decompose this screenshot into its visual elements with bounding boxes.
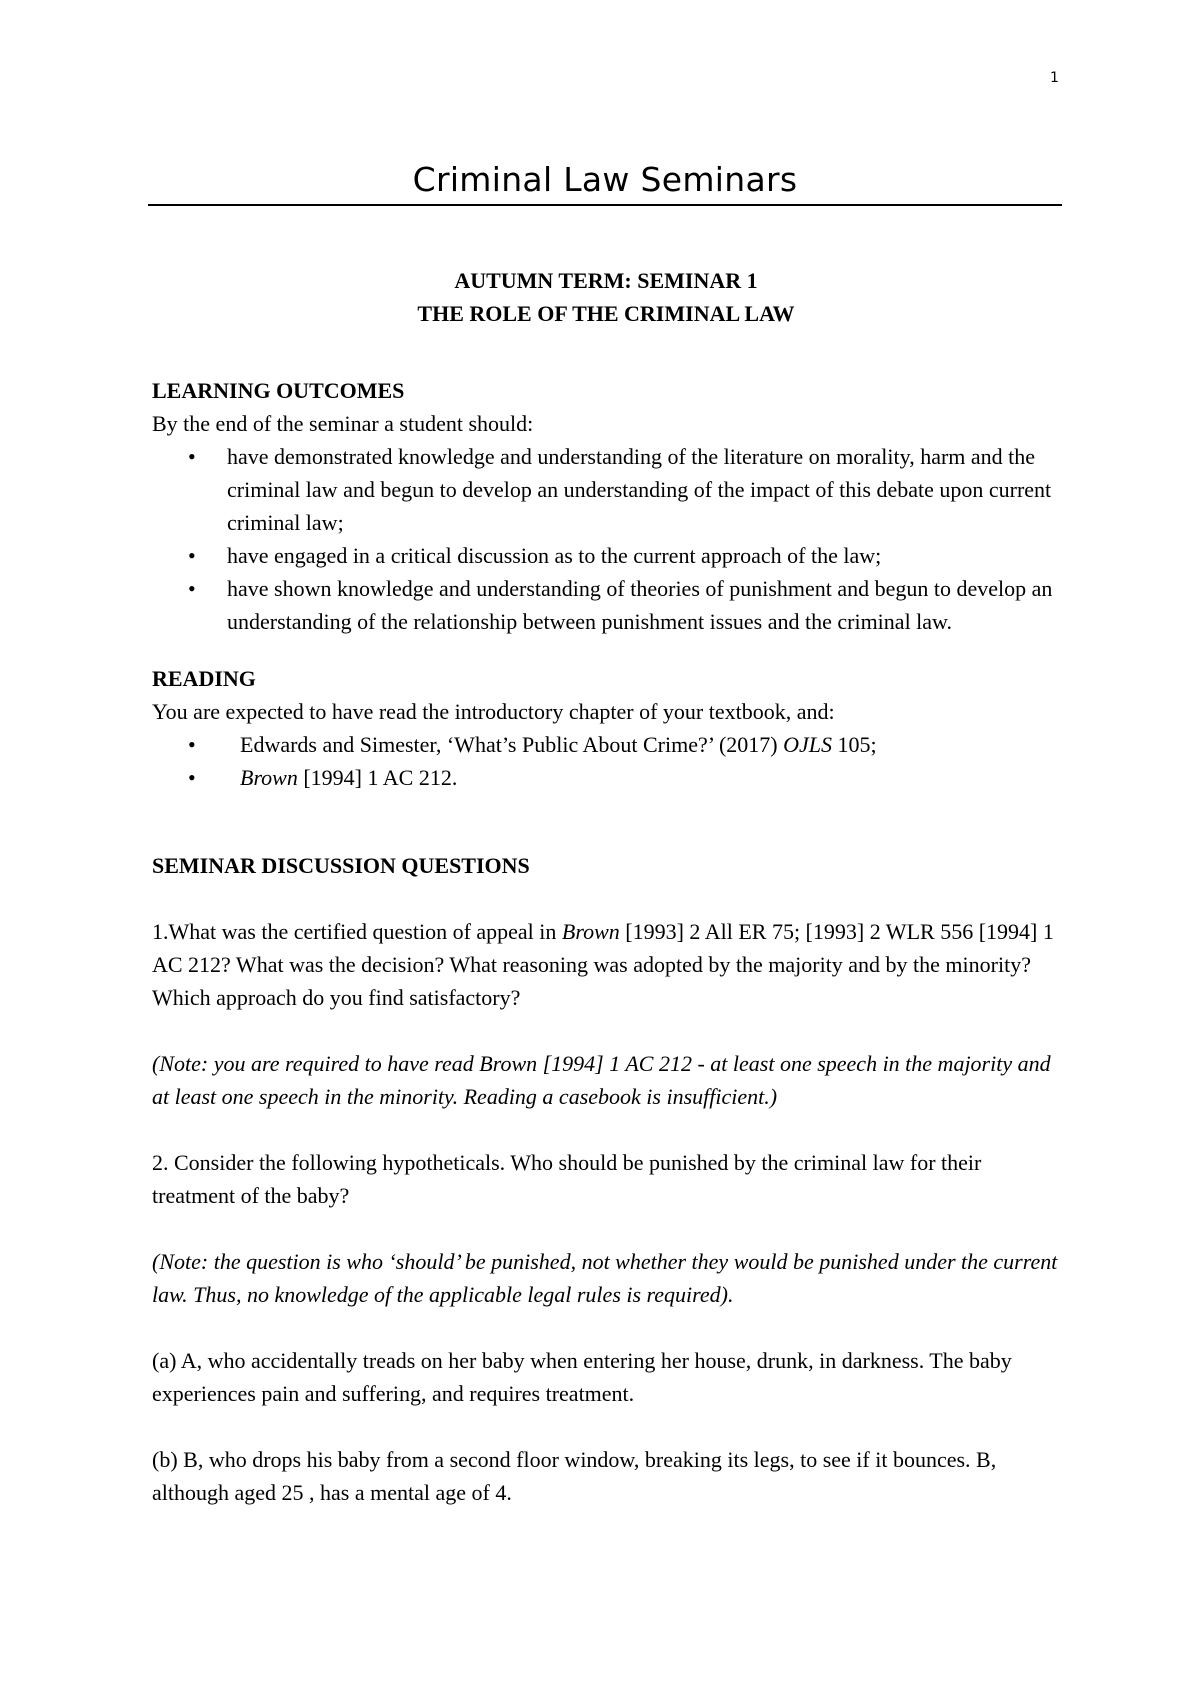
document-body: [152, 264, 1060, 1509]
seminar-term-heading: AUTUMN TERM: SEMINAR 1: [454, 268, 758, 293]
bullet-icon: •: [188, 444, 196, 469]
learning-outcomes-list: [152, 440, 1060, 638]
reading-heading: READING: [152, 666, 256, 691]
reading-text: 105;: [832, 732, 877, 757]
case-name: Brown: [240, 765, 298, 790]
list-item: [152, 761, 1060, 794]
page-number: 1: [1050, 70, 1059, 86]
question-1-text-rest: [1993] 2 All ER 75; [1993] 2 WLR 556 [1994] 1 AC 212? What was the decision? What reasoning was adopted by the majority and by the minority? Which approach do you find satisfactory?: [152, 919, 1054, 1010]
bullet-icon: •: [188, 732, 196, 757]
case-name: Brown: [561, 919, 620, 944]
question-1-text: 1.What was the certified question of appeal in: [152, 919, 562, 944]
learning-outcome-text: have demonstrated knowledge and understanding of the literature on morality, harm and the criminal law and begun to develop an understanding of the impact of this debate upon current criminal law;: [227, 444, 1052, 535]
question-1: [152, 915, 1060, 1014]
learning-outcome-text: have shown knowledge and understanding of theories of punishment and begun to develop an understanding of the relationship between punishment issues and the criminal law.: [227, 576, 1053, 634]
question-1-note: [152, 1047, 1060, 1113]
bullet-icon: •: [188, 765, 196, 790]
hypothetical-b: (b) B, who drops his baby from a second floor window, breaking its legs, to see if it bounces. B, although aged 25 , has a mental age of 4.: [152, 1447, 997, 1505]
seminar-topic-heading: THE ROLE OF THE CRIMINAL LAW: [417, 301, 795, 326]
list-item: [152, 440, 1060, 539]
list-item: [152, 572, 1060, 638]
learning-outcomes-heading: LEARNING OUTCOMES: [152, 378, 405, 403]
learning-outcomes-intro: By the end of the seminar a student should:: [152, 411, 534, 436]
question-1-note-text: (Note: you are required to have read Brown [1994] 1 AC 212 - at least one speech in the majority and at least one speech in the minority. Reading a casebook is insufficient.): [152, 1051, 1051, 1109]
bullet-icon: •: [188, 576, 196, 601]
list-item: [152, 539, 1060, 572]
reading-intro: You are expected to have read the introductory chapter of your textbook, and:: [152, 699, 835, 724]
question-2: 2. Consider the following hypotheticals. Who should be punished by the criminal law for their treatment of the baby?: [152, 1150, 982, 1208]
reading-text: Edwards and Simester, ‘What’s Public About Crime?’ (2017): [240, 732, 784, 757]
question-2-note-text: (Note: the question is who ‘should’ be punished, not whether they would be punished under the current law. Thus, no knowledge of the applicable legal rules is required).: [152, 1249, 1058, 1307]
reading-list: [152, 728, 1060, 794]
document-header-title: Criminal Law Seminars: [412, 160, 798, 199]
list-item: [152, 728, 1060, 761]
hypothetical-a: (a) A, who accidentally treads on her baby when entering her house, drunk, in darkness. The baby experiences pain and suffering, and requires treatment.: [152, 1348, 1012, 1406]
learning-outcome-text: have engaged in a critical discussion as to the current approach of the law;: [227, 543, 882, 568]
discussion-questions-heading: SEMINAR DISCUSSION QUESTIONS: [152, 853, 530, 878]
bullet-icon: •: [188, 543, 196, 568]
reading-text: [1994] 1 AC 212.: [297, 765, 458, 790]
journal-name: OJLS: [783, 732, 832, 757]
question-2-note: [152, 1245, 1060, 1311]
header-divider: [148, 204, 1062, 206]
